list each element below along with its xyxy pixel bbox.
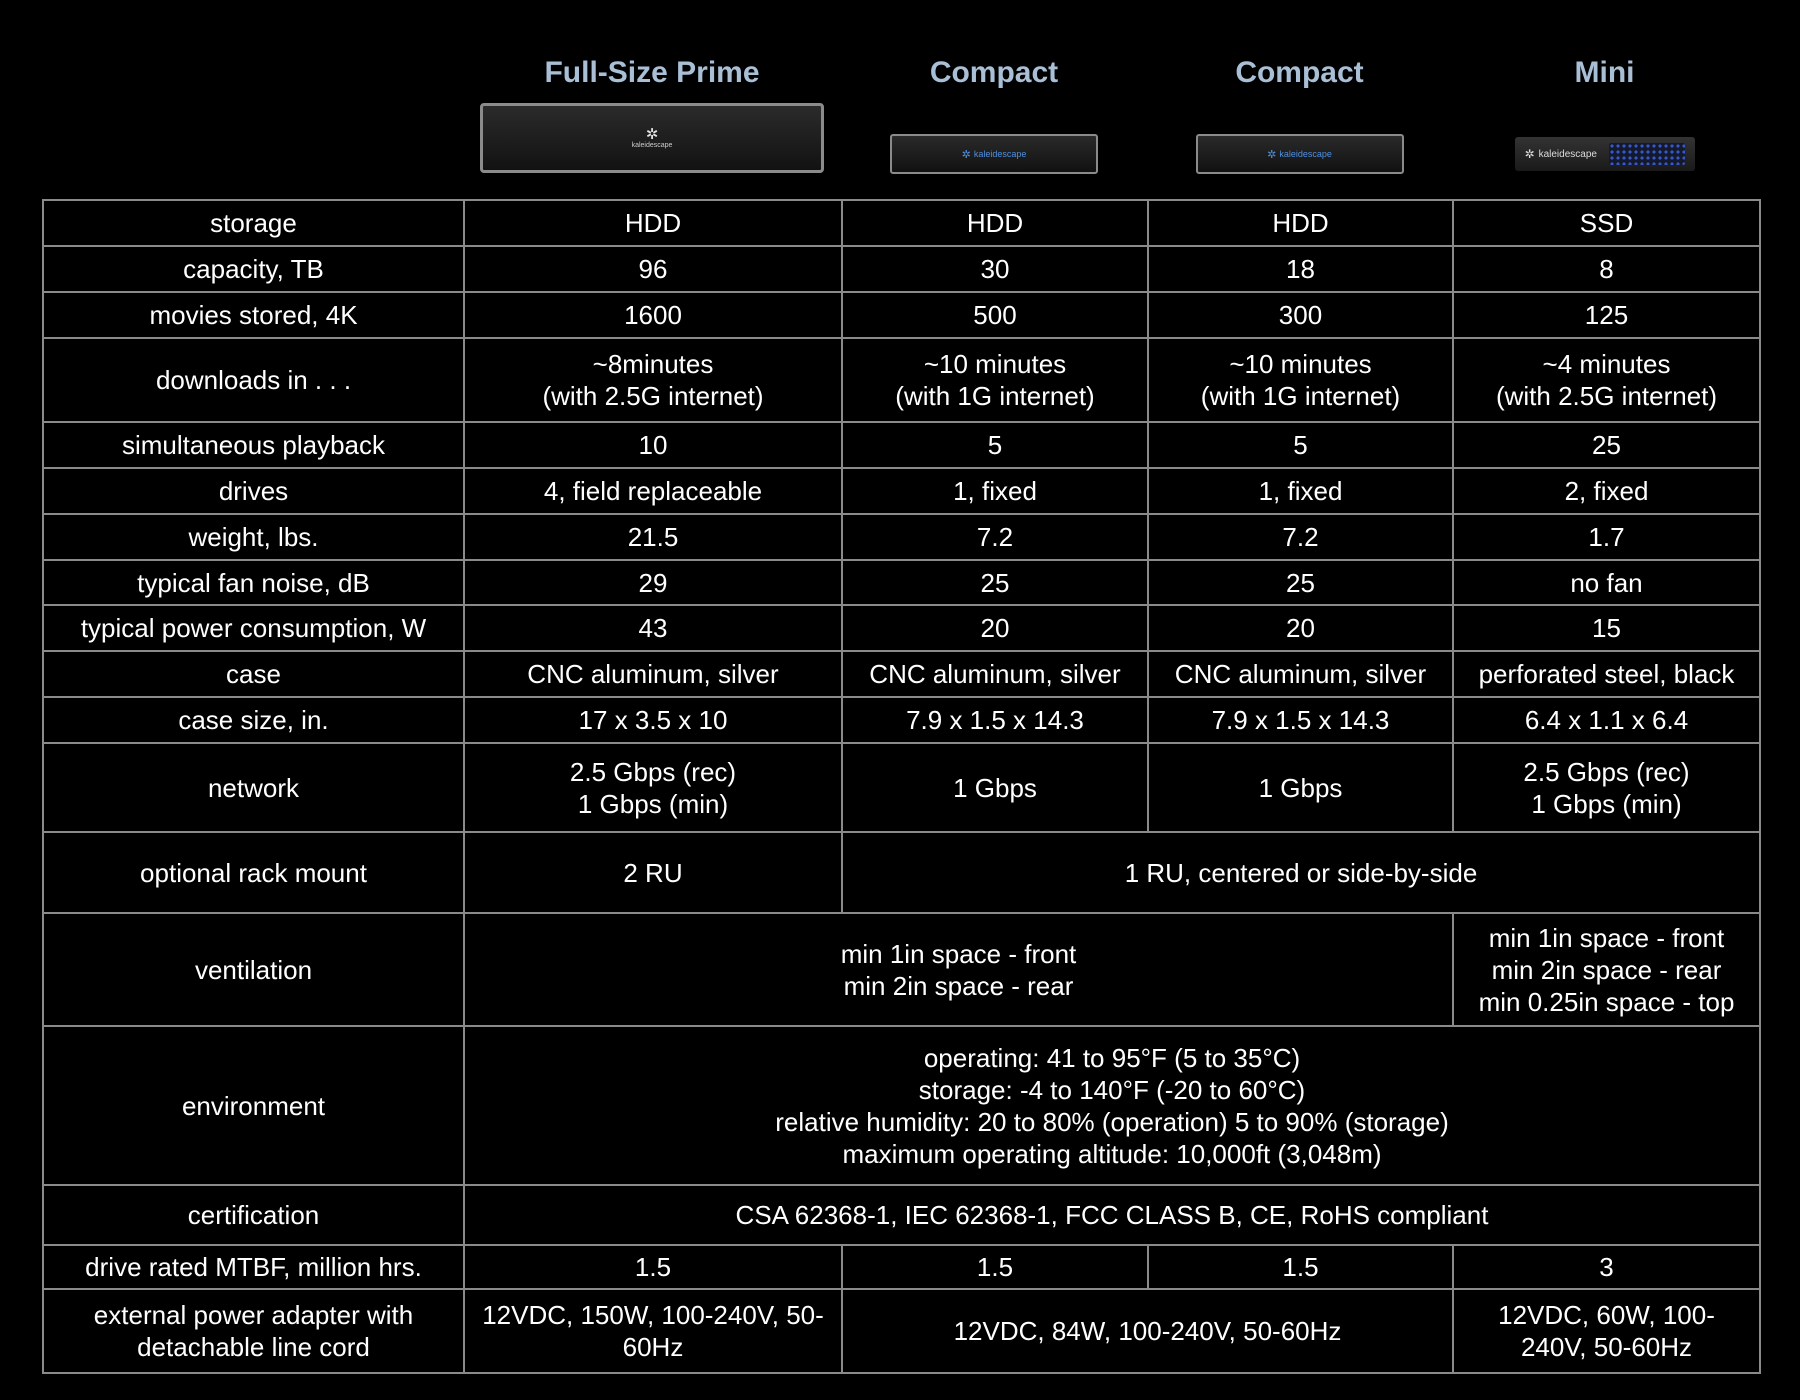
cell: min 1in space - front min 2in space - rear [464,913,1453,1026]
row-label-storage: storage [43,200,464,246]
table-row [43,697,1760,743]
cell: 12VDC, 84W, 100-240V, 50-60Hz [842,1289,1453,1373]
table-row [43,1245,1760,1289]
product-column-prime [463,48,841,178]
cell: 25 [1453,422,1760,468]
table-row [43,422,1760,468]
cell: CSA 62368-1, IEC 62368-1, FCC CLASS B, CE, RoHS compliant [464,1185,1760,1245]
row-label-certification: certification [43,1185,464,1245]
kaleidescape-logo-icon: ✲ [961,148,971,161]
cell: 1, fixed [842,468,1148,514]
cell: ~8minutes (with 2.5G internet) [464,338,842,422]
cell: 8 [1453,246,1760,292]
row-label-ventilation: ventilation [43,913,464,1026]
cell: 10 [464,422,842,468]
product-title: Full-Size Prime [544,56,760,89]
row-label-movies: movies stored, 4K [43,292,464,338]
product-column-compact-1 [841,48,1147,178]
cell: 25 [842,560,1148,605]
row-label-environment: environment [43,1026,464,1185]
cell: 29 [464,560,842,605]
table-row [43,832,1760,913]
cell: 15 [1453,605,1760,651]
row-label-mtbf: drive rated MTBF, million hrs. [43,1245,464,1289]
cell: 7.9 x 1.5 x 14.3 [842,697,1148,743]
row-label-drives: drives [43,468,464,514]
device-logo-text: kaleidescape [973,149,1027,159]
spec-comparison-table [42,199,1761,1374]
cell: 12VDC, 150W, 100-240V, 50- 60Hz [464,1289,842,1373]
cell: 2.5 Gbps (rec) 1 Gbps (min) [464,743,842,832]
cell: 17 x 3.5 x 10 [464,697,842,743]
cell: 2, fixed [1453,468,1760,514]
row-label-capacity: capacity, TB [43,246,464,292]
table-row [43,200,1760,246]
cell: 43 [464,605,842,651]
cell: 1.5 [464,1245,842,1289]
cell: 1.5 [1148,1245,1453,1289]
cell: 1, fixed [1148,468,1453,514]
cell: HDD [464,200,842,246]
row-label-downloads: downloads in . . . [43,338,464,422]
table-row [43,651,1760,697]
cell: 2 RU [464,832,842,913]
cell: 1 Gbps [842,743,1148,832]
cell: 21.5 [464,514,842,560]
cell: 500 [842,292,1148,338]
cell: 3 [1453,1245,1760,1289]
table-row [43,1026,1760,1185]
cell: 1.7 [1453,514,1760,560]
cell: 2.5 Gbps (rec) 1 Gbps (min) [1453,743,1760,832]
cell: 5 [842,422,1148,468]
table-row [43,913,1760,1026]
cell: 1 Gbps [1148,743,1453,832]
product-title: Compact [1235,56,1364,89]
row-label-network: network [43,743,464,832]
cell: SSD [1453,200,1760,246]
cell: 4, field replaceable [464,468,842,514]
product-column-mini [1452,48,1757,178]
cell: 1.5 [842,1245,1148,1289]
cell: 5 [1148,422,1453,468]
product-header [463,48,1759,178]
table-row [43,605,1760,651]
table-row [43,1185,1760,1245]
cell: 300 [1148,292,1453,338]
cell: 96 [464,246,842,292]
table-row [43,338,1760,422]
cell: CNC aluminum, silver [464,651,842,697]
kaleidescape-logo-icon: ✲ [645,126,659,143]
kaleidescape-logo-icon: ✲ [1524,147,1535,161]
cell: 7.9 x 1.5 x 14.3 [1148,697,1453,743]
table-row [43,246,1760,292]
cell: 125 [1453,292,1760,338]
cell: min 1in space - front min 2in space - rear min 0.25in space - top [1453,913,1760,1026]
cell: 30 [842,246,1148,292]
device-image-compact [890,134,1098,174]
table-row [43,292,1760,338]
product-title: Mini [1574,56,1635,89]
row-label-playback: simultaneous playback [43,422,464,468]
row-label-case-size: case size, in. [43,697,464,743]
product-title: Compact [929,56,1059,89]
cell: CNC aluminum, silver [842,651,1148,697]
cell: 25 [1148,560,1453,605]
row-label-adapter: external power adapter with detachable line cord [43,1289,464,1373]
cell: CNC aluminum, silver [1148,651,1453,697]
row-label-fan: typical fan noise, dB [43,560,464,605]
row-label-rack: optional rack mount [43,832,464,913]
device-image-compact [1196,134,1404,174]
table-row [43,1289,1760,1373]
device-image-mini [1515,137,1695,171]
table-row [43,560,1760,605]
device-image-prime [480,103,824,173]
cell: no fan [1453,560,1760,605]
cell: 1 RU, centered or side-by-side [842,832,1760,913]
cell: perforated steel, black [1453,651,1760,697]
cell: 7.2 [1148,514,1453,560]
cell: 6.4 x 1.1 x 6.4 [1453,697,1760,743]
row-label-case: case [43,651,464,697]
device-logo-text: kaleidescape [1538,148,1597,160]
cell: HDD [842,200,1148,246]
perforated-grille [1609,143,1685,165]
product-column-compact-2 [1147,48,1452,178]
cell: 20 [842,605,1148,651]
table-row [43,514,1760,560]
cell: ~10 minutes (with 1G internet) [842,338,1148,422]
cell: 18 [1148,246,1453,292]
cell: 1600 [464,292,842,338]
cell: operating: 41 to 95°F (5 to 35°C) storage: -4 to 140°F (-20 to 60°C) relative humidity: 20 to 80% (operation) 5 to 90% (storage) maximum operating altitude: 10,000ft (3,048m) [464,1026,1760,1185]
table-row [43,468,1760,514]
kaleidescape-logo-icon: ✲ [1267,148,1277,161]
cell: 20 [1148,605,1453,651]
table-row [43,743,1760,832]
device-logo-text: kaleidescape [1279,149,1332,159]
row-label-power: typical power consumption, W [43,605,464,651]
row-label-weight: weight, lbs. [43,514,464,560]
cell: HDD [1148,200,1453,246]
cell: ~10 minutes (with 1G internet) [1148,338,1453,422]
cell: 7.2 [842,514,1148,560]
cell: ~4 minutes (with 2.5G internet) [1453,338,1760,422]
cell: 12VDC, 60W, 100- 240V, 50-60Hz [1453,1289,1760,1373]
device-logo-text: kaleidescape [631,142,673,149]
